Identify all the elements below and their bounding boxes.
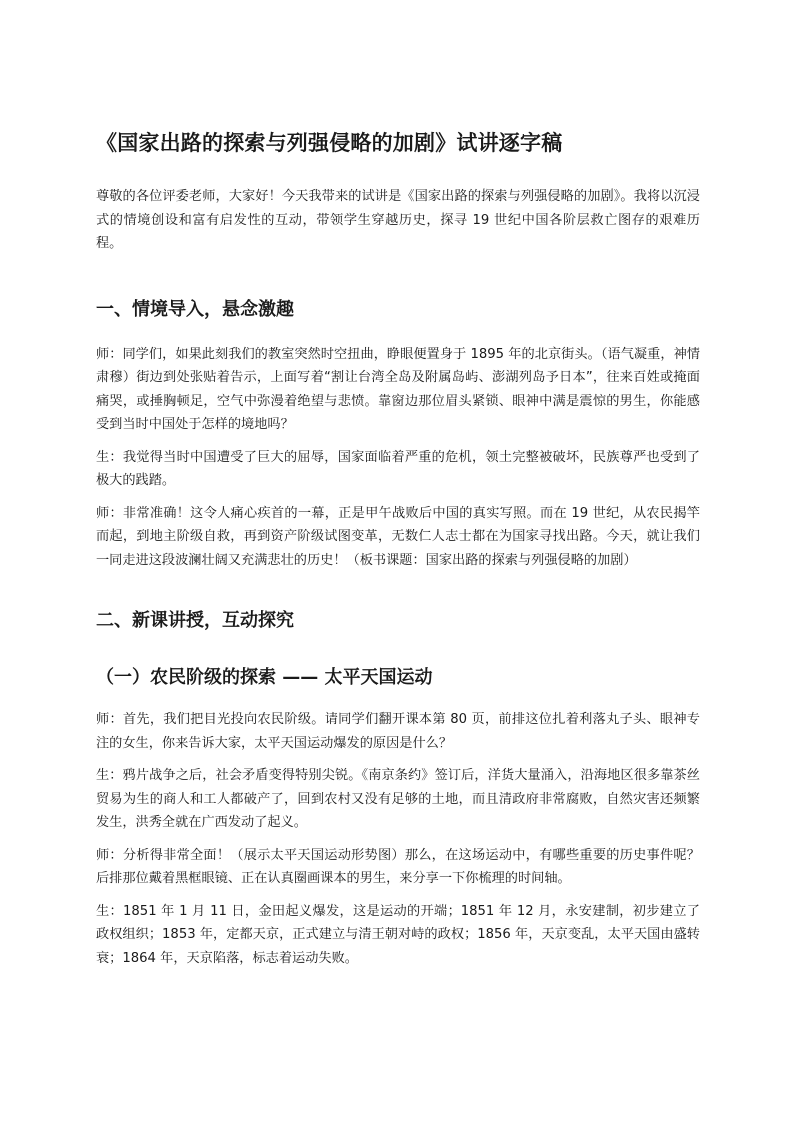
subsection-heading-1: （一）农民阶级的探索 —— 太平天国运动 bbox=[96, 667, 433, 688]
intro-paragraph: 尊敬的各位评委老师，大家好！今天我带来的试讲是《国家出路的探索与列强侵略的加剧》。我将以沉浸式的情境创设和富有启发性的互动，带领学生穿越历史，探寻 19 世纪中国各阶层救亡图存的艰难历程。 bbox=[96, 189, 700, 251]
subsection1-paragraph-1: 师：首先，我们把目光投向农民阶级。请同学们翻开课本第 80 页，前排这位扎着利落丸子头、眼神专注的女生，你来告诉大家，太平天国运动爆发的原因是什么？ bbox=[96, 712, 700, 751]
section-heading-1: 一、情境导入，悬念激趣 bbox=[96, 298, 294, 320]
subsection1-paragraph-3: 师：分析得非常全面！（展示太平天国运动形势图）那么，在这场运动中，有哪些重要的历史事件呢？后排那位戴着黑框眼镜、正在认真圈画课本的男生，来分享一下你梳理的时间轴。 bbox=[96, 847, 700, 886]
section-heading-2: 二、新课讲授，互动探究 bbox=[96, 610, 294, 631]
section1-paragraph-3: 师：非常准确！这令人痛心疾首的一幕，正是甲午战败后中国的真实写照。而在 19 世纪，从农民揭竿而起，到地主阶级自救，再到资产阶级试图变革，无数仁人志士都在为国家寻找出路。今天，就让我们一同走进这段波澜壮阔又充满悲壮的历史！（板书课题：国家出路的探索与列强侵略的加剧） bbox=[96, 505, 700, 568]
section1-paragraph-1: 师：同学们，如果此刻我们的教室突然时空扭曲，睁眼便置身于 1895 年的北京街头。（语气凝重，神情肃穆）街边到处张贴着告示，上面写着“割让台湾全岛及附属岛屿、澎湖列岛予日本”，往来百姓或掩面痛哭，或捶胸顿足，空气中弥漫着绝望与悲愤。靠窗边那位眉头紧锁、眼神中满是震惊的男生，你能感受到当时中国处于怎样的境地吗？ bbox=[96, 346, 700, 432]
section1-paragraph-2: 生：我觉得当时中国遭受了巨大的屈辱，国家面临着严重的危机，领土完整被破坏，民族尊严也受到了极大的践踏。 bbox=[96, 449, 700, 488]
document-title: 《国家出路的探索与列强侵略的加剧》试讲逐字稿 bbox=[96, 131, 563, 155]
subsection1-paragraph-2: 生：鸦片战争之后，社会矛盾变得特别尖锐。《南京条约》签订后，洋货大量涌入，沿海地区很多靠茶丝贸易为生的商人和工人都破产了，回到农村又没有足够的土地，而且清政府非常腐败，自然灾害还频繁发生，洪秀全就在广西发动了起义。 bbox=[96, 768, 700, 830]
subsection1-paragraph-4: 生：1851 年 1 月 11 日，金田起义爆发，这是运动的开端；1851 年 12 月，永安建制，初步建立了政权组织；1853 年，定都天京，正式建立与清王朝对峙的政权；1856 年，天京变乱，太平天国由盛转衰；1864 年，天京陷落，标志着运动失败。 bbox=[96, 903, 700, 966]
document-page bbox=[96, 125, 700, 970]
